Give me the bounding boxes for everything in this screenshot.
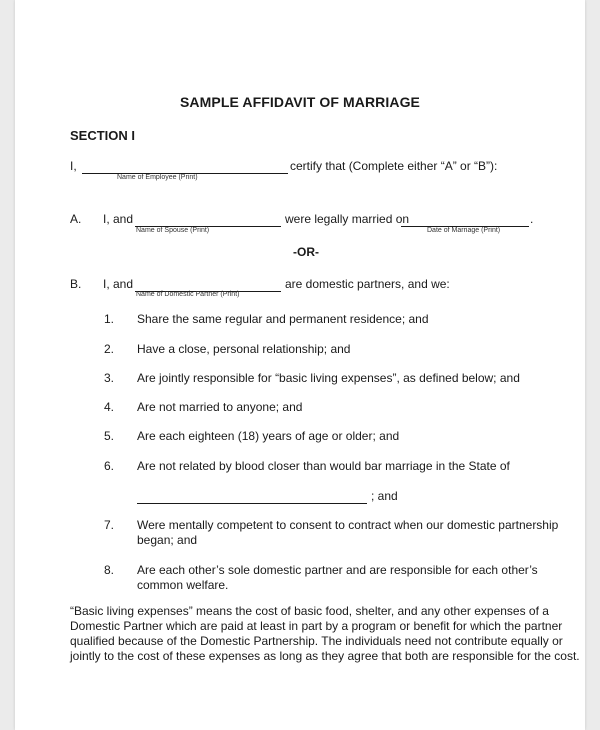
spouse-name-caption: Name of Spouse (Print)	[136, 227, 210, 234]
option-a-letter: A.	[70, 212, 82, 226]
item-text: Are each other’s sole domestic partner and are responsible for each other’s	[137, 563, 538, 577]
or-separator: -OR-	[293, 245, 319, 259]
item-number: 1.	[104, 312, 115, 326]
state-field[interactable]	[137, 491, 367, 509]
item-text: Are each eighteen (18) years of age or older; and	[137, 429, 400, 443]
marriage-date-caption: Date of Marriage (Print)	[427, 227, 501, 234]
document-page	[15, 0, 585, 730]
item-number: 5.	[104, 429, 115, 443]
item-number: 8.	[104, 563, 115, 577]
item-number: 3.	[104, 371, 115, 385]
item-text: Have a close, personal relationship; and	[137, 342, 351, 356]
option-b-prefix: I, and	[103, 277, 134, 291]
intro-suffix: certify that (Complete either “A” or “B”):	[290, 159, 498, 173]
employee-name-caption: Name of Employee (Print)	[117, 174, 198, 181]
item-text: Share the same regular and permanent residence; and	[137, 312, 429, 326]
option-a-end: .	[530, 212, 534, 226]
paragraph-line: jointly to the cost of these expenses as long as they agree that both are responsible for the cost.	[70, 649, 580, 663]
section-heading: SECTION I	[70, 128, 136, 143]
item-number: 2.	[104, 342, 115, 356]
item-text: Are not married to anyone; and	[137, 400, 303, 414]
intro-prefix: I,	[70, 159, 77, 173]
item-number: 7.	[104, 518, 115, 532]
item-text: Are not related by blood closer than would bar marriage in the State of	[137, 459, 510, 473]
paragraph-line: “Basic living expenses” means the cost of basic food, shelter, and any other expenses of a	[70, 604, 549, 618]
document-title: SAMPLE AFFIDAVIT OF MARRIAGE	[179, 94, 420, 110]
item-text: Were mentally competent to consent to contract when our domestic partnership	[137, 518, 559, 532]
partner-name-caption: Name of Domestic Partner (Print)	[136, 291, 240, 298]
paragraph-line: qualified because of the Domestic Partnership. The individuals need not contribute equally or	[70, 634, 563, 648]
item-number: 4.	[104, 400, 115, 414]
definition-paragraph	[70, 604, 580, 664]
option-b-letter: B.	[70, 277, 82, 291]
paragraph-line: Domestic Partner which are paid at least in part by a program or benefit for which the partner	[70, 619, 563, 633]
option-b-suffix: are domestic partners, and we:	[285, 277, 450, 291]
item-text: Are jointly responsible for “basic living expenses”, as defined below; and	[137, 371, 520, 385]
item-text-continued: common welfare.	[137, 578, 229, 592]
item-number: 6.	[104, 459, 115, 473]
option-a-prefix: I, and	[103, 212, 134, 226]
option-a-middle: were legally married on	[285, 212, 410, 226]
item-6-tail: ; and	[371, 489, 398, 503]
item-text-continued: began; and	[137, 533, 198, 547]
